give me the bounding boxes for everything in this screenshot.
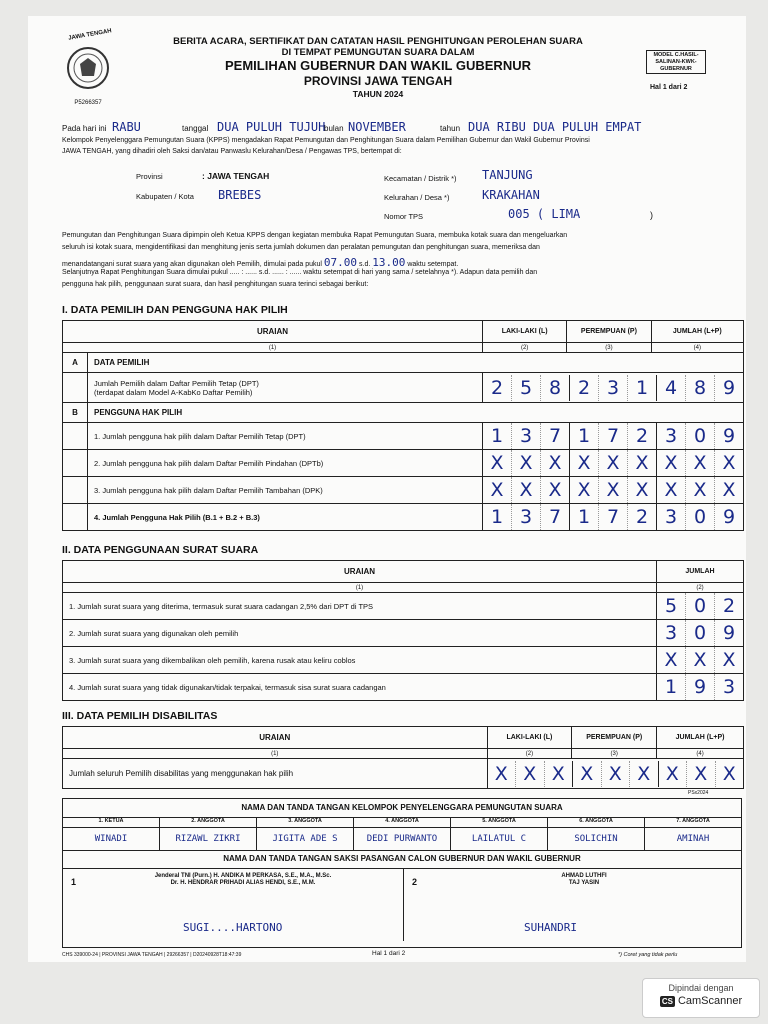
row-digits	[657, 647, 744, 674]
digit-cell: 0	[686, 593, 715, 619]
table-row	[63, 674, 744, 701]
month-value: NOVEMBER	[348, 120, 406, 134]
date-label: tanggal	[182, 124, 209, 133]
digit-cell: 1	[570, 504, 599, 530]
digit-cell: X	[722, 479, 736, 501]
scanner-line-2: CamScanner	[677, 995, 743, 1007]
digit-cell: 1	[483, 504, 512, 530]
digit-cell: X	[541, 477, 570, 503]
section-3-title: III. DATA PEMILIH DISABILITAS	[62, 710, 218, 722]
kpps-role: 4. ANGGOTA	[354, 818, 451, 827]
provinsi-value: : JAWA TENGAH	[202, 171, 270, 181]
col-uraian: URAIAN	[63, 727, 488, 749]
kpps-roles	[63, 818, 741, 828]
tps-value: 005 ( LIMA	[508, 207, 581, 221]
digit-cell: X	[488, 761, 517, 787]
kpps-role: 6. ANGGOTA	[548, 818, 645, 827]
row-digits	[483, 477, 744, 504]
row-label: 3. Jumlah pengguna hak pilih dalam Daftar Pemilih Tambahan (DPK)	[88, 477, 483, 504]
digit-cell: X	[599, 450, 628, 476]
kecamatan-value: TANJUNG	[482, 168, 533, 182]
col-uraian: URAIAN	[63, 321, 483, 343]
date-value: DUA PULUH TUJUH	[217, 120, 326, 134]
form-code: PSx2024	[688, 790, 709, 796]
digit-cell: 7	[599, 423, 628, 449]
digit-cell: X	[570, 477, 599, 503]
digit-cell: 9	[722, 425, 736, 447]
digit-cell: X	[722, 762, 736, 785]
col-num: (4)	[657, 749, 744, 759]
emblem-text: JAWA TENGAH	[67, 28, 113, 42]
jateng-emblem-icon	[64, 40, 112, 100]
digit-cell: 9	[722, 622, 736, 644]
digit-cell: 2	[722, 595, 736, 617]
col-num: (4)	[651, 343, 743, 353]
digit-cell: 3	[512, 504, 541, 530]
digit-cell: 7	[599, 504, 628, 530]
row-digits	[483, 450, 744, 477]
col-jumlah: JUMLAH (L+P)	[657, 727, 744, 749]
section-1-table	[62, 320, 744, 531]
digit-cell: X	[687, 761, 716, 787]
digit-cell: 2	[628, 504, 657, 530]
digit-cell: 3	[657, 423, 686, 449]
kecamatan-label: Kecamatan / Distrik *)	[384, 174, 457, 183]
digit-cell: X	[599, 477, 628, 503]
table-row	[63, 477, 744, 504]
col-jumlah: JUMLAH (L+P)	[651, 321, 743, 343]
table-row	[63, 593, 744, 620]
day-value: RABU	[112, 120, 141, 134]
pair-2-line-1: AHMAD LUTHFI	[561, 873, 607, 879]
digit-cell: 2	[570, 375, 599, 401]
digit-cell: X	[570, 450, 599, 476]
digit-cell: 9	[722, 376, 736, 399]
kpps-signature: LAILATUL C	[451, 828, 548, 850]
scanner-line-1: Dipindai dengan	[668, 983, 734, 993]
kpps-signature: DEDI PURWANTO	[354, 828, 451, 850]
row-digits	[657, 593, 744, 620]
digit-cell: X	[483, 477, 512, 503]
col-num: (2)	[657, 583, 744, 593]
digit-cell: 1	[657, 674, 686, 700]
digit-cell: 9	[722, 506, 736, 528]
page-number: Hal 1 dari 2	[650, 84, 688, 91]
digit-cell: 7	[541, 504, 570, 530]
digit-cell: 0	[686, 504, 715, 530]
kpps-role: 2. ANGGOTA	[160, 818, 257, 827]
row-title-a: DATA PEMILIH	[88, 353, 744, 373]
col-num: (3)	[567, 343, 651, 353]
row-label: 4. Jumlah surat suara yang tidak digunakan/tidak terpakai, termasuk sisa surat suara cadangan	[63, 674, 657, 701]
paragraph-3: menandatangani surat suara yang akan digunakan oleh Pemilih, dimulai pada pukul 07.00 s.d. 13.00 waktu setempat.	[62, 256, 459, 269]
row-label: 1. Jumlah pengguna hak pilih dalam Daftar Pemilih Tetap (DPT)	[88, 423, 483, 450]
saksi-1-number: 1	[71, 877, 77, 887]
year-label: tahun	[440, 124, 461, 133]
document-sheet	[28, 16, 746, 962]
digit-cell: 3	[657, 504, 686, 530]
title-line-5: TAHUN 2024	[352, 89, 404, 99]
camscanner-logo-icon: CS	[661, 996, 673, 1006]
digit-cell: X	[722, 452, 736, 474]
year-value: DUA RIBU DUA PULUH EMPAT	[468, 120, 642, 134]
paragraph-1: Pemungutan dan Penghitungan Suara dipimpin oleh Ketua KPPS dengan kegiatan membuka Rapat Pemungutan Suara, membuka kotak suara dan mengeluarkan	[62, 232, 568, 239]
digit-cell: 1	[483, 423, 512, 449]
saksi-1	[63, 869, 404, 941]
kpps-title: NAMA DAN TANDA TANGAN KELOMPOK PENYELENGGARA PEMUNGUTAN SUARA	[63, 799, 741, 818]
row-label-a: A	[63, 353, 88, 373]
kabupaten-label: Kabupaten / Kota	[136, 192, 194, 201]
kelurahan-label: Kelurahan / Desa *)	[384, 193, 450, 202]
dpt-label: Jumlah Pemilih dalam Daftar Pemilih Tetap (DPT) (terdapat dalam Model A-KabKo Daftar Pemilih)	[88, 373, 483, 403]
digit-cell: X	[516, 761, 545, 787]
row-label-b: B	[63, 403, 88, 423]
digit-cell: X	[686, 647, 715, 673]
row-label: 1. Jumlah surat suara yang diterima, termasuk surat suara cadangan 2,5% dari DPT di TPS	[63, 593, 657, 620]
paragraph-5: pengguna hak pilih, penggunaan surat suara, dan hasil penghitungan suara terinci sebagai berikut:	[62, 281, 369, 288]
kpps-signature: SOLICHIN	[548, 828, 645, 850]
col-laki: LAKI-LAKI (L)	[483, 321, 567, 343]
tps-label: Nomor TPS	[384, 212, 424, 221]
saksi-row	[63, 869, 741, 941]
digit-cell: X	[602, 761, 631, 787]
kpps-role: 3. ANGGOTA	[257, 818, 354, 827]
section-3-table	[62, 726, 744, 789]
digit-cell: X	[628, 477, 657, 503]
row-label: 4. Jumlah Pengguna Hak Pilih (B.1 + B.2 + B.3)	[88, 504, 483, 531]
pair-1-line-1: Jenderal TNI (Purn.) H. ANDIKA M PERKASA, S.E., M.A., M.Sc.	[154, 873, 332, 879]
digit-cell: 8	[541, 375, 570, 401]
provinsi-label: Provinsi	[136, 172, 163, 181]
disabilitas-label: Jumlah seluruh Pemilih disabilitas yang menggunakan hak pilih	[63, 759, 488, 789]
kabupaten-value: BREBES	[218, 188, 262, 202]
model-box: MODEL C.HASIL-SALINAN-KWK-GUBERNUR	[646, 50, 706, 74]
saksi-title: NAMA DAN TANDA TANGAN SAKSI PASANGAN CALON GUBERNUR DAN WAKIL GUBERNUR	[63, 851, 741, 869]
kpps-names	[63, 828, 741, 851]
digit-cell: 3	[722, 676, 736, 698]
kpps-signature: RIZAWL ZIKRI	[160, 828, 257, 850]
row-title-b: PENGGUNA HAK PILIH	[88, 403, 744, 423]
digit-cell: X	[630, 761, 659, 787]
digit-cell: 2	[628, 423, 657, 449]
table-row	[63, 450, 744, 477]
col-uraian: URAIAN	[63, 561, 657, 583]
col-num: (1)	[63, 583, 657, 593]
kelurahan-value: KRAKAHAN	[482, 188, 540, 202]
row-digits	[483, 504, 744, 531]
digit-cell: 5	[512, 375, 541, 401]
digit-cell: X	[541, 450, 570, 476]
digit-cell: X	[686, 477, 715, 503]
digit-cell: 1	[628, 375, 657, 401]
digit-cell: X	[512, 477, 541, 503]
kpps-signature: AMINAH	[676, 834, 710, 844]
row-label: 2. Jumlah surat suara yang digunakan oleh pemilih	[63, 620, 657, 647]
table-row	[63, 647, 744, 674]
signature-block	[62, 798, 742, 948]
digit-cell: 5	[657, 593, 686, 619]
digit-cell: X	[628, 450, 657, 476]
day-label: Pada hari ini	[62, 124, 107, 133]
digit-cell: X	[483, 450, 512, 476]
digit-cell: 3	[599, 375, 628, 401]
digit-cell: X	[722, 649, 736, 671]
saksi-2-number: 2	[412, 877, 418, 887]
title-line-2: DI TEMPAT PEMUNGUTAN SUARA DALAM	[281, 47, 475, 58]
section-2-title: II. DATA PENGGUNAAN SURAT SUARA	[62, 544, 259, 556]
digit-cell: 7	[541, 423, 570, 449]
digit-cell: 2	[483, 375, 512, 401]
digit-cell: 3	[657, 620, 686, 646]
digit-cell: 3	[512, 423, 541, 449]
disabilitas-digits	[487, 759, 744, 789]
digit-cell: 1	[570, 423, 599, 449]
digit-cell: X	[512, 450, 541, 476]
row-digits	[483, 423, 744, 450]
emblem-code: P5266357	[74, 100, 102, 106]
section-2-table	[62, 560, 744, 701]
saksi-1-signature: SUGI....HARTONO	[183, 921, 283, 934]
digit-cell: X	[657, 477, 686, 503]
tps-close: )	[650, 210, 653, 220]
col-perempuan: PEREMPUAN (P)	[572, 727, 657, 749]
digit-cell: 8	[686, 375, 715, 401]
row-label: 3. Jumlah surat suara yang dikembalikan oleh pemilih, karena rusak atau keliru coblos	[63, 647, 657, 674]
row-digits	[657, 620, 744, 647]
camscanner-badge	[642, 978, 760, 1018]
footer-right: *) Coret yang tidak perlu	[618, 952, 678, 958]
title-line-3: PEMILIHAN GUBERNUR DAN WAKIL GUBERNUR	[225, 58, 531, 73]
footer-center: Hal 1 dari 2	[372, 950, 406, 957]
col-num: (3)	[572, 749, 657, 759]
emblem	[64, 28, 113, 106]
title-line-4: PROVINSI JAWA TENGAH	[303, 74, 453, 88]
row-digits	[657, 674, 744, 701]
digit-cell: 0	[686, 620, 715, 646]
pair-2-line-2: TAJ YASIN	[568, 880, 600, 886]
digit-cell: 9	[686, 674, 715, 700]
kpps-role: 1. KETUA	[63, 818, 160, 827]
col-num: (2)	[483, 343, 567, 353]
col-num: (1)	[63, 343, 483, 353]
digit-cell: X	[657, 450, 686, 476]
digit-cell: X	[659, 761, 688, 787]
col-num: (2)	[487, 749, 572, 759]
digit-cell: X	[545, 761, 574, 787]
table-row	[63, 423, 744, 450]
paragraph-4: Selanjutnya Rapat Penghitungan Suara dimulai pukul ..... : ...... s.d. ...... : ...... waktu setempat di hari yang sama / setelahnya *). Adapun data pemilih dan	[62, 269, 538, 276]
kpps-signature: WINADI	[63, 828, 160, 850]
col-num: (1)	[63, 749, 488, 759]
row-label: 2. Jumlah pengguna hak pilih dalam Daftar Pemilih Pindahan (DPTb)	[88, 450, 483, 477]
digit-cell: 0	[686, 423, 715, 449]
digit-cell: X	[686, 450, 715, 476]
month-label: bulan	[324, 124, 344, 133]
pair-1-line-2: Dr. H. HENDRAR PRIHADI ALIAS HENDI, S.E., M.M.	[170, 880, 316, 886]
digit-cell: X	[657, 647, 686, 673]
saksi-2-signature: SUHANDRI	[524, 921, 577, 934]
table-row	[63, 504, 744, 531]
dpt-digits	[483, 373, 744, 403]
col-jumlah: JUMLAH	[657, 561, 744, 583]
paragraph-2: seluruh isi kotak suara, mengidentifikasi dan menghitung jenis serta jumlah dokumen dan peralatan pemungutan dan penghitungan suara, memeriksa dan	[62, 244, 540, 251]
table-row	[63, 620, 744, 647]
scanner-brand	[643, 995, 759, 1007]
digit-cell: 4	[657, 375, 686, 401]
section-1-title: I. DATA PEMILIH DAN PENGGUNA HAK PILIH	[62, 304, 288, 316]
footer-left: CHS 339000-24 | PROVINSI JAWA TENGAH | 29266357 | D20240928T18:47:39	[62, 952, 242, 958]
digit-cell: X	[573, 761, 602, 787]
col-perempuan: PEREMPUAN (P)	[567, 321, 651, 343]
kpps-role: 5. ANGGOTA	[451, 818, 548, 827]
title-line-1: BERITA ACARA, SERTIFIKAT DAN CATATAN HASIL PENGHITUNGAN PEROLEHAN SUARA	[173, 36, 583, 47]
col-laki: LAKI-LAKI (L)	[487, 727, 572, 749]
intro-text-1: Kelompok Penyelenggara Pemungutan Suara (KPPS) mengadakan Rapat Pemungutan dan Penghitungan Suara dalam Pemilihan Gubernur dan Wakil Gubernur Provinsi	[62, 137, 590, 144]
kpps-role: 7. ANGGOTA	[676, 818, 710, 824]
intro-text-2: JAWA TENGAH, yang dihadiri oleh Saksi dan/atau Panwaslu Kelurahan/Desa / Pengawas TPS, bertempat di:	[62, 148, 402, 155]
saksi-2	[404, 869, 741, 941]
kpps-signature: JIGITA ADE S	[257, 828, 354, 850]
